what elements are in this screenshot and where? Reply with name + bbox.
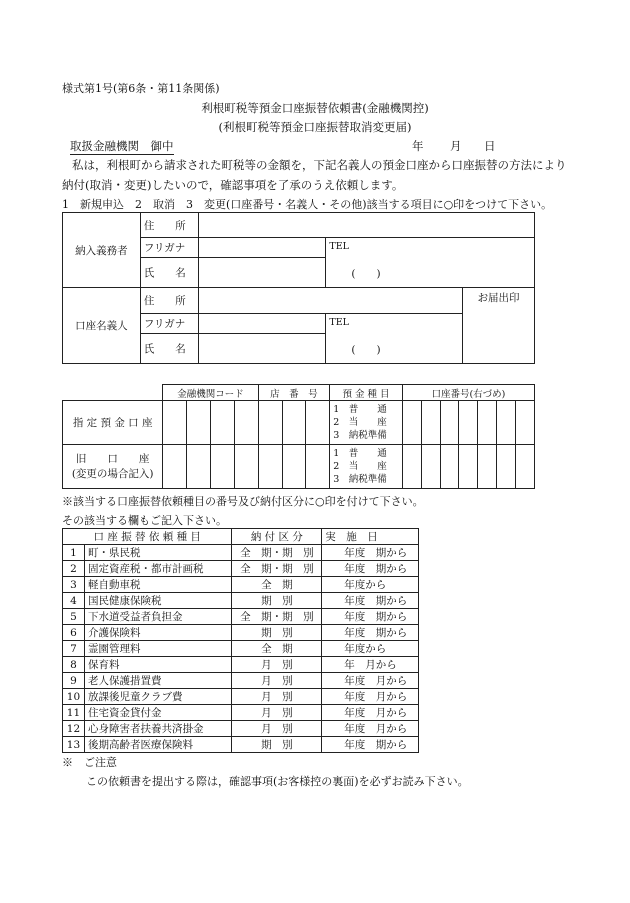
item-name: 心身障害者扶養共済掛金 <box>84 721 231 737</box>
taxpayer-name-field[interactable] <box>198 258 326 288</box>
item-name: 住宅資金貸付金 <box>84 705 231 721</box>
table-row <box>63 673 419 689</box>
item-name: 老人保護措置費 <box>84 673 231 689</box>
account-no-digit[interactable] <box>440 401 459 445</box>
addressee: 取扱金融機関 御中 <box>70 139 174 153</box>
items-header-kubun: 納 付 区 分 <box>232 529 322 545</box>
item-start-date[interactable]: 年度 月から <box>322 689 419 705</box>
account-no-digit[interactable] <box>421 445 440 489</box>
item-payment-division[interactable]: 月 別 <box>232 721 322 737</box>
table-row <box>63 561 419 577</box>
deposit-type-header: 預 金 種 目 <box>330 385 403 401</box>
old-account-label <box>63 445 163 489</box>
item-start-date[interactable]: 年度 月から <box>322 721 419 737</box>
holder-tel-field[interactable] <box>326 314 463 364</box>
taxpayer-section-label: 納入義務者 <box>63 213 141 288</box>
bank-code-digit[interactable] <box>187 445 211 489</box>
item-number: 3 <box>63 577 85 593</box>
item-start-date[interactable]: 年度から <box>322 641 419 657</box>
intro-line-1: 私は，利根町から請求された町税等の金額を，下記名義人の預金口座から口座振替の方法により <box>72 158 567 172</box>
holder-furigana-label: フリガナ <box>140 314 198 334</box>
account-no-digit[interactable] <box>421 401 440 445</box>
item-payment-division[interactable]: 期 別 <box>232 593 322 609</box>
item-payment-division[interactable]: 期 別 <box>232 625 322 641</box>
table-row <box>63 641 419 657</box>
account-no-digit[interactable] <box>516 401 535 445</box>
branch-no-digit[interactable] <box>258 401 282 445</box>
item-payment-division[interactable]: 期 別 <box>232 737 322 753</box>
holder-tel-label: TEL <box>329 317 349 328</box>
item-number: 4 <box>63 593 85 609</box>
deposit-type-tax: 3 納税準備 <box>333 474 387 485</box>
item-start-date[interactable]: 年度 期から <box>322 609 419 625</box>
deposit-type-options[interactable] <box>330 445 403 489</box>
table-row <box>63 625 419 641</box>
item-start-date[interactable]: 年度 期から <box>322 737 419 753</box>
account-no-digit[interactable] <box>497 401 516 445</box>
holder-address-field[interactable] <box>198 288 462 314</box>
caution-body: この依頼書を提出する際は，確認事項(お客様控の裏面)を必ずお読み下さい。 <box>86 775 469 788</box>
holder-name-label: 氏 名 <box>140 334 198 364</box>
account-no-digit[interactable] <box>516 445 535 489</box>
table-row <box>63 689 419 705</box>
date-day-label: 日 <box>484 139 496 153</box>
account-no-digit[interactable] <box>478 445 497 489</box>
note-line-2: その該当する欄もご記入下さい。 <box>62 514 227 527</box>
item-number: 8 <box>63 657 85 673</box>
holder-name-field[interactable] <box>198 334 326 364</box>
party-info-table <box>62 212 535 364</box>
date-month-label: 月 <box>450 139 462 153</box>
items-header-type: 口 座 振 替 依 頼 種 目 <box>63 529 232 545</box>
caution-title: ※ ご注意 <box>62 756 117 769</box>
form-title: 利根町税等預金口座振替依頼書(金融機関控) <box>201 101 429 115</box>
account-no-digit[interactable] <box>478 401 497 445</box>
item-start-date[interactable]: 年度から <box>322 577 419 593</box>
item-name: 下水道受益者負担金 <box>84 609 231 625</box>
items-header-date: 実 施 日 <box>322 529 419 545</box>
bank-code-digit[interactable] <box>211 401 235 445</box>
branch-no-digit[interactable] <box>282 445 306 489</box>
date-year-label: 年 <box>412 139 424 153</box>
item-name: 国民健康保険税 <box>84 593 231 609</box>
holder-seal-label: お届出印 <box>477 292 520 304</box>
bank-code-header: 金融機関コード <box>163 385 258 401</box>
item-payment-division[interactable]: 月 別 <box>232 705 322 721</box>
item-number: 2 <box>63 561 85 577</box>
item-name: 介護保険料 <box>84 625 231 641</box>
item-payment-division[interactable]: 全 期・期 別 <box>232 545 322 561</box>
designated-account-label: 指 定 預 金 口 座 <box>63 401 163 445</box>
taxpayer-tel-field[interactable] <box>326 238 535 288</box>
table-row <box>63 721 419 737</box>
account-no-digit[interactable] <box>440 445 459 489</box>
old-account-label-main: 旧 口 座 <box>75 452 150 465</box>
item-payment-division[interactable]: 全 期 <box>232 577 322 593</box>
holder-furigana-field[interactable] <box>198 314 326 334</box>
item-number: 7 <box>63 641 85 657</box>
table-row <box>63 593 419 609</box>
account-no-digit[interactable] <box>459 401 478 445</box>
account-no-header: 口座番号(右づめ) <box>402 385 534 401</box>
item-payment-division[interactable]: 全 期・期 別 <box>232 561 322 577</box>
bank-code-digit[interactable] <box>234 445 258 489</box>
bank-code-digit[interactable] <box>234 401 258 445</box>
note-line-1: ※該当する口座振替依頼種目の番号及び納付区分に○印を付けて下さい。 <box>62 495 424 508</box>
branch-no-digit[interactable] <box>306 445 330 489</box>
item-start-date[interactable]: 年度 期から <box>322 625 419 641</box>
account-no-digit[interactable] <box>497 445 516 489</box>
table-row <box>63 657 419 673</box>
branch-no-digit[interactable] <box>282 401 306 445</box>
deposit-type-current: 2 当 座 <box>333 417 387 428</box>
account-no-digit[interactable] <box>402 401 421 445</box>
item-payment-division[interactable]: 月 別 <box>232 673 322 689</box>
bank-code-digit[interactable] <box>163 401 187 445</box>
holder-address-label: 住 所 <box>140 288 198 314</box>
item-start-date[interactable]: 年度 月から <box>322 673 419 689</box>
taxpayer-tel-paren: ( ) <box>351 268 381 280</box>
account-no-digit[interactable] <box>459 445 478 489</box>
item-name: 保育料 <box>84 657 231 673</box>
item-number: 9 <box>63 673 85 689</box>
item-name: 固定資産税・都市計画税 <box>84 561 231 577</box>
deposit-type-ordinary: 1 普 通 <box>333 448 387 459</box>
item-payment-division[interactable]: 月 別 <box>232 689 322 705</box>
table-row <box>63 545 419 561</box>
bank-code-digit[interactable] <box>211 445 235 489</box>
table-row <box>63 705 419 721</box>
bank-code-digit[interactable] <box>163 445 187 489</box>
branch-no-digit[interactable] <box>258 445 282 489</box>
deposit-type-ordinary: 1 普 通 <box>333 404 387 415</box>
item-start-date[interactable]: 年度 期から <box>322 561 419 577</box>
item-payment-division[interactable]: 月 別 <box>232 657 322 673</box>
taxpayer-address-label: 住 所 <box>140 213 198 238</box>
taxpayer-address-field[interactable] <box>198 213 534 238</box>
account-no-digit[interactable] <box>402 445 421 489</box>
item-start-date[interactable]: 年度 期から <box>322 545 419 561</box>
options-line: 1 新規申込 2 取消 3 変更(口座番号・名義人・その他)該当する項目に○印をつけて下さい。 <box>62 198 553 211</box>
form-number: 様式第1号(第6条・第11条関係) <box>62 82 220 95</box>
holder-tel-paren: ( ) <box>351 344 381 356</box>
taxpayer-furigana-label: フリガナ <box>140 238 198 258</box>
deposit-type-current: 2 当 座 <box>333 461 387 472</box>
item-number: 10 <box>63 689 85 705</box>
item-name: 放課後児童クラブ費 <box>84 689 231 705</box>
item-number: 13 <box>63 737 85 753</box>
item-name: 町・県民税 <box>84 545 231 561</box>
branch-no-digit[interactable] <box>306 401 330 445</box>
table-row <box>63 609 419 625</box>
bank-code-digit[interactable] <box>187 401 211 445</box>
item-number: 1 <box>63 545 85 561</box>
bank-account-table <box>62 384 535 489</box>
item-number: 12 <box>63 721 85 737</box>
taxpayer-name-label: 氏 名 <box>140 258 198 288</box>
branch-no-header: 店 番 号 <box>258 385 330 401</box>
transfer-items-table <box>62 528 419 753</box>
item-start-date[interactable]: 年度 期から <box>322 593 419 609</box>
item-payment-division[interactable]: 全 期・期 別 <box>232 609 322 625</box>
item-number: 5 <box>63 609 85 625</box>
item-start-date[interactable]: 年度 月から <box>322 705 419 721</box>
item-number: 11 <box>63 705 85 721</box>
item-name: 霊園管理料 <box>84 641 231 657</box>
table-row <box>63 737 419 753</box>
account-holder-section-label: 口座名義人 <box>63 288 141 364</box>
form-subtitle: (利根町税等預金口座振替取消変更届) <box>218 120 412 134</box>
deposit-type-tax: 3 納税準備 <box>333 430 387 441</box>
taxpayer-furigana-field[interactable] <box>198 238 326 258</box>
item-name: 後期高齢者医療保険料 <box>84 737 231 753</box>
table-row <box>63 577 419 593</box>
old-account-label-note: (変更の場合記入) <box>71 467 154 480</box>
item-start-date[interactable]: 年 月から <box>322 657 419 673</box>
deposit-type-options[interactable] <box>330 401 403 445</box>
bank-table-corner <box>63 385 163 401</box>
item-payment-division[interactable]: 全 期 <box>232 641 322 657</box>
holder-seal-box[interactable] <box>463 288 535 364</box>
taxpayer-tel-label: TEL <box>329 241 349 252</box>
item-number: 6 <box>63 625 85 641</box>
intro-line-2: 納付(取消・変更)したいので，確認事項を了承のうえ依頼します。 <box>62 178 404 192</box>
item-name: 軽自動車税 <box>84 577 231 593</box>
